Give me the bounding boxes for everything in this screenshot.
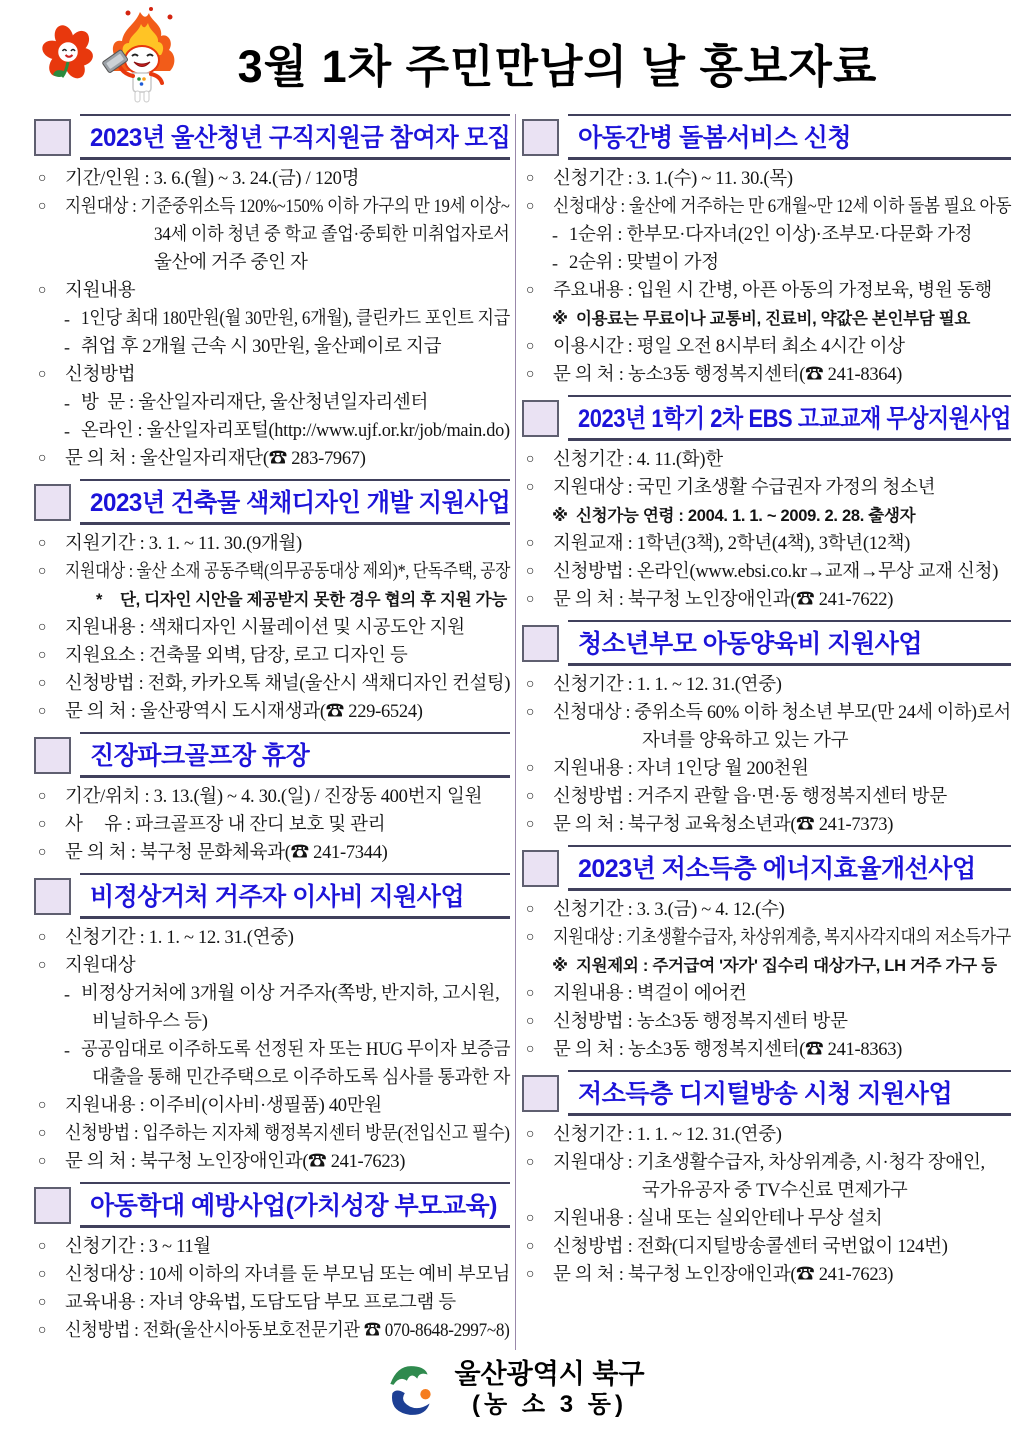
item-text: 이용료는 무료이나 교통비, 진료비, 약값은 본인부담 필요	[576, 310, 970, 328]
section-body	[34, 165, 510, 473]
list-item	[522, 896, 1011, 924]
list-item	[522, 586, 1011, 614]
bullet-marker: ○	[38, 1098, 47, 1113]
section-header	[522, 395, 1011, 441]
bullet-marker: -	[64, 393, 70, 413]
section-marker-box	[34, 119, 71, 156]
bullet-marker: ※	[552, 507, 568, 525]
list-item	[522, 1036, 1011, 1064]
item-text: 비닐하우스 등)	[92, 1012, 208, 1032]
section-title-rule	[568, 845, 1011, 891]
list-item	[522, 811, 1011, 839]
bullet-marker: ○	[526, 1267, 535, 1282]
list-item	[522, 1261, 1011, 1289]
bullet-marker: ○	[38, 283, 47, 298]
item-text: 지원내용 : 벽걸이 에어컨	[553, 984, 747, 1004]
item-text: 자녀를 양육하고 있는 가구	[642, 731, 849, 751]
item-text: 2순위 : 맞벌이 가정	[569, 253, 719, 273]
bullet-marker: ○	[526, 283, 535, 298]
section-header	[34, 479, 510, 525]
right-column	[522, 112, 1011, 1294]
bullet-marker: *	[96, 591, 103, 609]
bullet-marker: ※	[552, 957, 568, 975]
list-item	[34, 193, 510, 221]
bullet-marker: ○	[526, 1239, 535, 1254]
list-item	[34, 980, 510, 1008]
list-item	[34, 1064, 510, 1092]
item-text: 국가유공자 중 TV수신료 면제가구	[642, 1181, 908, 1201]
list-item	[34, 1036, 510, 1064]
section-title-rule	[568, 620, 1011, 666]
item-text: 기간/위치 : 3. 13.(월) ~ 4. 30.(일) / 진장동 400번지 일원	[65, 787, 483, 807]
item-text: 1순위 : 한부모·다자녀(2인 이상)·조부모·다문화 가정	[569, 225, 973, 245]
list-item	[522, 924, 1011, 952]
bullet-marker: ○	[526, 705, 535, 720]
item-text: 신청기간 : 1. 1. ~ 12. 31.(연중)	[553, 1125, 782, 1145]
left-column	[34, 112, 510, 1350]
bullet-marker: ○	[38, 620, 47, 635]
list-item	[34, 1148, 510, 1176]
section-title-rule	[80, 479, 510, 525]
bullet-marker: ○	[526, 339, 535, 354]
list-item	[34, 361, 510, 389]
list-item	[34, 783, 510, 811]
bullet-marker: -	[64, 309, 70, 329]
section-marker-box	[522, 1075, 559, 1112]
bullet-marker: -	[64, 421, 70, 441]
list-item	[34, 586, 510, 614]
list-item	[522, 1008, 1011, 1036]
list-item	[522, 1233, 1011, 1261]
section-body	[522, 165, 1011, 389]
item-text: 지원대상 : 기준중위소득 120%~150% 이하 가구의 만 19세 이상~	[65, 197, 510, 217]
item-text: 신청방법 : 농소3동 행정복지센터 방문	[553, 1012, 848, 1032]
footer-office: (농 소 3 동)	[472, 1391, 627, 1418]
item-text: 대출을 통해 민간주택으로 이주하도록 심사를 통과한 자	[92, 1068, 511, 1088]
list-item	[34, 614, 510, 642]
section	[34, 114, 510, 473]
section-marker-box	[34, 1187, 71, 1224]
list-item	[522, 699, 1011, 727]
bullet-marker: ○	[526, 902, 535, 917]
bullet-marker: ○	[38, 199, 47, 214]
list-item	[34, 642, 510, 670]
item-text: 문 의 처 : 울산일자리재단(☎ 283-7967)	[65, 449, 366, 469]
list-item	[522, 277, 1011, 305]
bullet-marker: -	[64, 984, 70, 1004]
bullet-marker: ○	[526, 930, 535, 945]
section-title-rule	[568, 114, 1011, 160]
list-item	[522, 1121, 1011, 1149]
section-title: 2023년 건축물 색채디자인 개발 지원사업	[90, 489, 511, 517]
bullet-marker: ○	[38, 536, 47, 551]
section-header	[34, 114, 510, 160]
item-text: 문 의 처 : 울산광역시 도시재생과(☎ 229-6524)	[65, 702, 423, 722]
section-title-rule	[568, 395, 1011, 441]
list-item	[522, 727, 1011, 755]
bullet-marker: ○	[526, 452, 535, 467]
list-item	[34, 1261, 510, 1289]
bullet-marker: ○	[38, 789, 47, 804]
bullet-marker: ○	[526, 171, 535, 186]
bullet-marker: ○	[526, 1014, 535, 1029]
section-marker-box	[522, 400, 559, 437]
section-title: 아동간병 돌봄서비스 신청	[578, 124, 852, 152]
item-text: 1인당 최대 180만원(월 30만원, 6개월), 클린카드 포인트 지급	[81, 309, 510, 329]
section-body	[34, 1233, 510, 1345]
footer-organization: 울산광역시 북구	[454, 1359, 645, 1389]
bullet-marker: ○	[38, 1323, 47, 1338]
section-header	[522, 620, 1011, 666]
section-body	[522, 1121, 1011, 1289]
section-body	[522, 896, 1011, 1064]
item-text: 신청기간 : 3. 3.(금) ~ 4. 12.(수)	[553, 900, 785, 920]
list-item	[34, 839, 510, 867]
item-text: 신청방법 : 전화, 카카오톡 채널(울산시 색채디자인 컨설팅)	[65, 674, 511, 694]
bullet-marker: ○	[38, 1295, 47, 1310]
list-item	[34, 1289, 510, 1317]
item-text: 신청기간 : 3. 1.(수) ~ 11. 30.(목)	[553, 169, 793, 189]
item-text: 기간/인원 : 3. 6.(월) ~ 3. 24.(금) / 120명	[65, 169, 360, 189]
list-item	[522, 783, 1011, 811]
section-title: 2023년 1학기 2차 EBS 고교교재 무상지원사업	[578, 405, 1011, 433]
page-header	[0, 0, 1025, 112]
bullet-marker: ○	[38, 171, 47, 186]
section-title-rule	[80, 1182, 510, 1228]
bullet-marker: ○	[38, 564, 47, 579]
list-item	[34, 277, 510, 305]
item-text: 공공임대로 이주하도록 선정된 자 또는 HUG 무이자 보증금	[81, 1040, 511, 1060]
bullet-marker: ○	[38, 648, 47, 663]
list-item	[522, 333, 1011, 361]
list-item	[522, 221, 1011, 249]
bullet-marker: ○	[38, 367, 47, 382]
list-item	[522, 671, 1011, 699]
list-item	[522, 1149, 1011, 1177]
section	[34, 1182, 510, 1345]
section	[522, 1070, 1011, 1289]
bullet-marker: ○	[526, 480, 535, 495]
list-item	[522, 1205, 1011, 1233]
section	[522, 114, 1011, 389]
list-item	[522, 530, 1011, 558]
section-title: 2023년 울산청년 구직지원금 참여자 모집	[90, 124, 511, 152]
item-text: 지원내용 : 색채디자인 시뮬레이션 및 시공도안 지원	[65, 618, 465, 638]
list-item	[34, 249, 510, 277]
bullet-marker: ○	[526, 986, 535, 1001]
bullet-marker: ○	[526, 536, 535, 551]
list-item	[34, 389, 510, 417]
item-text: 지원기간 : 3. 1. ~ 11. 30.(9개월)	[65, 534, 302, 554]
item-text: 문 의 처 : 농소3동 행정복지센터(☎ 241-8364)	[553, 365, 903, 385]
list-item	[34, 445, 510, 473]
bullet-marker: ○	[526, 1155, 535, 1170]
section-header	[34, 732, 510, 778]
item-text: 취업 후 2개월 근속 시 30만원, 울산페이로 지급	[81, 337, 442, 357]
item-text: 주요내용 : 입원 시 간병, 아픈 아동의 가정보육, 병원 동행	[553, 281, 992, 301]
column-divider	[515, 114, 516, 1350]
bullet-marker: ○	[526, 817, 535, 832]
section-title: 진장파크골프장 휴장	[90, 742, 310, 770]
section-body	[34, 530, 510, 726]
item-text: 신청방법 : 전화(디지털방송콜센터 국번없이 124번)	[553, 1237, 948, 1257]
item-text: 신청기간 : 3 ~ 11월	[65, 1237, 211, 1257]
list-item	[34, 165, 510, 193]
item-text: 지원제외 : 주거급여 '자가' 집수리 대상가구, LH 거주 가구 등	[576, 957, 997, 975]
section-header	[522, 845, 1011, 891]
item-text: 신청방법	[65, 365, 136, 385]
list-item	[34, 1120, 510, 1148]
item-text: 신청대상 : 10세 이하의 자녀를 둔 부모님 또는 예비 부모님	[65, 1265, 511, 1285]
bullet-marker: -	[64, 1040, 70, 1060]
bullet-marker: ○	[38, 1154, 47, 1169]
bullet-marker: -	[64, 337, 70, 357]
item-text: 온라인 : 울산일자리포털(http://www.ujf.or.kr/job/main.do)	[81, 421, 510, 441]
item-text: 문 의 처 : 북구청 문화체육과(☎ 241-7344)	[65, 843, 388, 863]
bullet-marker: ○	[526, 1211, 535, 1226]
section-body	[34, 924, 510, 1176]
item-text: 문 의 처 : 북구청 노인장애인과(☎ 241-7623)	[553, 1265, 894, 1285]
section	[522, 395, 1011, 614]
bullet-marker: ○	[38, 817, 47, 832]
list-item	[34, 530, 510, 558]
item-text: 신청기간 : 1. 1. ~ 12. 31.(연중)	[553, 675, 782, 695]
item-text: 신청대상 : 중위소득 60% 이하 청소년 부모(만 24세 이하)로서	[553, 703, 1011, 723]
bullet-marker: ○	[38, 704, 47, 719]
section-title: 청소년부모 아동양육비 지원사업	[578, 630, 922, 658]
list-item	[34, 221, 510, 249]
section-marker-box	[522, 625, 559, 662]
item-text: 문 의 처 : 북구청 노인장애인과(☎ 241-7623)	[65, 1152, 406, 1172]
section-marker-box	[522, 850, 559, 887]
section	[34, 873, 510, 1176]
bullet-marker: ○	[526, 789, 535, 804]
page-title: 3월 1차 주민만남의 날 홍보자료	[237, 41, 878, 92]
bullet-marker: ○	[38, 958, 47, 973]
item-text: 지원요소 : 건축물 외벽, 담장, 로고 디자인 등	[65, 646, 408, 666]
item-text: 신청방법 : 전화(울산시아동보호전문기관 ☎ 070-8648-2997~8)	[65, 1321, 510, 1341]
item-text: 비정상거처에 3개월 이상 거주자(쪽방, 반지하, 고시원,	[81, 984, 500, 1004]
item-text: 신청대상 : 울산에 거주하는 만 6개월~만 12세 이하 돌봄 필요 아동	[553, 197, 1012, 217]
list-item	[522, 502, 1011, 530]
list-item	[522, 249, 1011, 277]
item-text: 지원내용 : 자녀 1인당 월 200천원	[553, 759, 809, 779]
list-item	[34, 670, 510, 698]
item-text: 울산에 거주 중인 자	[154, 253, 308, 273]
list-item	[522, 755, 1011, 783]
section-header	[34, 873, 510, 919]
list-item	[34, 1092, 510, 1120]
bullet-marker: ○	[526, 367, 535, 382]
section-marker-box	[34, 484, 71, 521]
item-text: 문 의 처 : 북구청 노인장애인과(☎ 241-7622)	[553, 590, 894, 610]
section-title-rule	[80, 732, 510, 778]
list-item	[522, 952, 1011, 980]
section-title-rule	[80, 873, 510, 919]
list-item	[34, 698, 510, 726]
item-text: 신청기간 : 1. 1. ~ 12. 31.(연중)	[65, 928, 294, 948]
bullet-marker: ○	[526, 199, 535, 214]
list-item	[522, 193, 1011, 221]
list-item	[34, 558, 510, 586]
bullet-marker: ○	[526, 677, 535, 692]
item-text: 지원대상	[65, 956, 136, 976]
list-item	[34, 1008, 510, 1036]
section-title: 저소득층 디지털방송 시청 지원사업	[578, 1080, 953, 1108]
bullet-marker: ○	[38, 1126, 47, 1141]
section-marker-box	[522, 119, 559, 156]
item-text: 지원대상 : 울산 소재 공동주택(의무공동대상 제외)*, 단독주택, 공장	[65, 562, 511, 582]
item-text: 신청기간 : 4. 11.(화)한	[553, 450, 723, 470]
section-body	[522, 671, 1011, 839]
section-body	[34, 783, 510, 867]
list-item	[34, 305, 510, 333]
item-text: 문 의 처 : 북구청 교육청소년과(☎ 241-7373)	[553, 815, 894, 835]
ulsan-bukgu-logo-icon	[380, 1358, 442, 1420]
item-text: 지원대상 : 국민 기초생활 수급권자 가정의 청소년	[553, 478, 936, 498]
bullet-marker: ○	[38, 1239, 47, 1254]
section-header	[34, 1182, 510, 1228]
list-item	[34, 1233, 510, 1261]
list-item	[34, 417, 510, 445]
item-text: 방 문 : 울산일자리재단, 울산청년일자리센터	[81, 393, 429, 413]
bullet-marker: ○	[38, 451, 47, 466]
bullet-marker: ○	[38, 1267, 47, 1282]
bullet-marker: ○	[526, 592, 535, 607]
bullet-marker: ○	[526, 761, 535, 776]
section-body	[522, 446, 1011, 614]
section	[522, 620, 1011, 839]
bullet-marker: ○	[526, 1042, 535, 1057]
section	[34, 732, 510, 867]
list-item	[34, 811, 510, 839]
list-item	[34, 924, 510, 952]
list-item	[522, 305, 1011, 333]
list-item	[34, 1317, 510, 1345]
list-item	[522, 1177, 1011, 1205]
section-title: 2023년 저소득층 에너지효율개선사업	[578, 855, 976, 883]
section-title-rule	[568, 1070, 1011, 1116]
bullet-marker: ○	[38, 845, 47, 860]
item-text: 지원내용 : 실내 또는 실외안테나 무상 설치	[553, 1209, 883, 1229]
item-text: 신청방법 : 입주하는 지자체 행정복지센터 방문(전입신고 필수)	[65, 1124, 510, 1144]
bullet-marker: -	[552, 225, 558, 245]
bullet-marker: -	[552, 253, 558, 273]
item-text: 이용시간 : 평일 오전 8시부터 최소 4시간 이상	[553, 337, 905, 357]
item-text: 신청가능 연령 : 2004. 1. 1. ~ 2009. 2. 28. 출생자	[576, 507, 916, 525]
bullet-marker: ○	[38, 930, 47, 945]
section	[522, 845, 1011, 1064]
list-item	[34, 952, 510, 980]
section-marker-box	[34, 878, 71, 915]
item-text: 34세 이하 청년 중 학교 졸업·중퇴한 미취업자로서	[154, 225, 510, 245]
bullet-marker: ○	[526, 1127, 535, 1142]
list-item	[522, 474, 1011, 502]
list-item	[522, 446, 1011, 474]
item-text: 신청방법 : 온라인(www.ebsi.co.kr→교재→무상 교재 신청)	[553, 562, 999, 582]
section-title-rule	[80, 114, 510, 160]
list-item	[522, 165, 1011, 193]
list-item	[522, 558, 1011, 586]
item-text: 교육내용 : 자녀 양육법, 도담도담 부모 프로그램 등	[65, 1293, 456, 1313]
list-item	[34, 333, 510, 361]
section-header	[522, 114, 1011, 160]
item-text: 지원내용	[65, 281, 136, 301]
footer	[0, 1358, 1025, 1420]
list-item	[522, 980, 1011, 1008]
item-text: 지원교재 : 1학년(3책), 2학년(4책), 3학년(12책)	[553, 534, 911, 554]
footer-text	[454, 1358, 644, 1420]
section-title: 아동학대 예방사업(가치성장 부모교육)	[90, 1192, 497, 1220]
item-text: 사 유 : 파크골프장 내 잔디 보호 및 관리	[65, 815, 386, 835]
list-item	[522, 361, 1011, 389]
section-header	[522, 1070, 1011, 1116]
section-title: 비정상거처 거주자 이사비 지원사업	[90, 883, 465, 911]
item-text: 신청방법 : 거주지 관할 읍·면·동 행정복지센터 방문	[553, 787, 947, 807]
section-marker-box	[34, 737, 71, 774]
bullet-marker: ○	[526, 564, 535, 579]
content-columns	[0, 112, 1025, 1350]
item-text: 지원대상 : 기초생활수급자, 차상위계층, 시·청각 장애인,	[553, 1153, 985, 1173]
item-text: 지원내용 : 이주비(이사비·생필품) 40만원	[65, 1096, 382, 1116]
section	[34, 479, 510, 726]
item-text: 단, 디자인 시안을 제공받지 못한 경우 협의 후 지원 가능	[120, 591, 507, 609]
bullet-marker: ○	[38, 676, 47, 691]
item-text: 문 의 처 : 농소3동 행정복지센터(☎ 241-8363)	[553, 1040, 903, 1060]
item-text: 지원대상 : 기초생활수급자, 차상위계층, 복지사각지대의 저소득가구	[553, 928, 1012, 948]
bullet-marker: ※	[552, 310, 568, 328]
